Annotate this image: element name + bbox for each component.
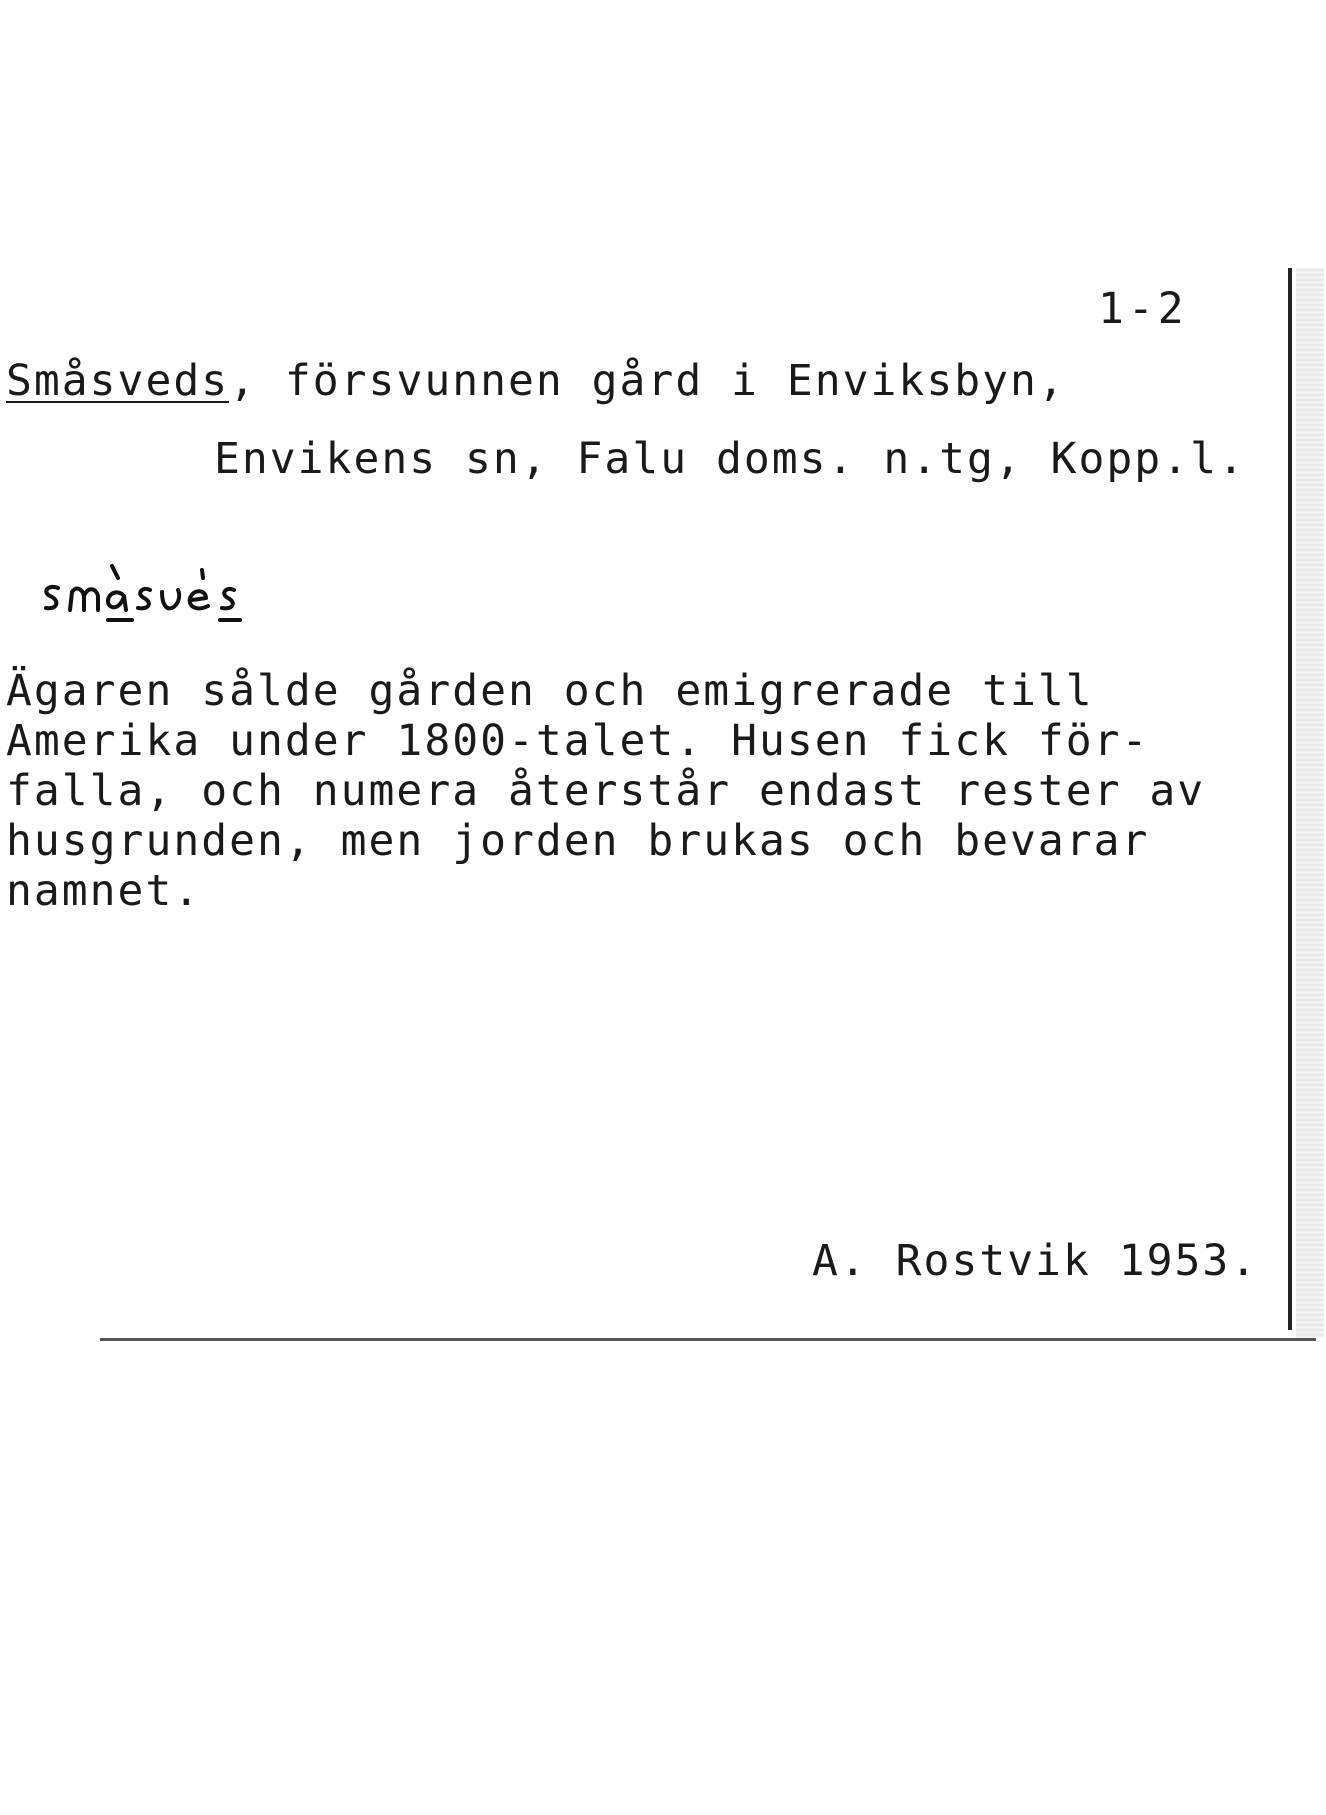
title-description: , försvunnen gård i Enviksbyn, [229,356,1066,406]
body-line: namnet. [6,866,202,916]
handwritten-pronunciation [38,548,338,628]
card-right-border [1288,268,1292,1330]
body-line: husgrunden, men jorden brukas och bevarar [6,816,1150,866]
body-line: falla, och numera återstår endast rester av [6,766,1206,816]
signature: A. Rostvik 1953. [812,1236,1259,1286]
card-bottom-border [100,1338,1316,1341]
card-number: 1-2 [1098,284,1188,334]
location-line: Envikens sn, Falu doms. n.tg, Kopp.l. [214,434,1246,484]
card-title-line [6,356,1066,406]
headword: Småsveds [6,356,230,406]
body-line: Ägaren sålde gården och emigrerade till [6,666,1094,716]
body-line: Amerika under 1800-talet. Husen fick för- [6,716,1150,766]
card-edge-shadow [1296,268,1324,1338]
body-text [6,666,1205,916]
